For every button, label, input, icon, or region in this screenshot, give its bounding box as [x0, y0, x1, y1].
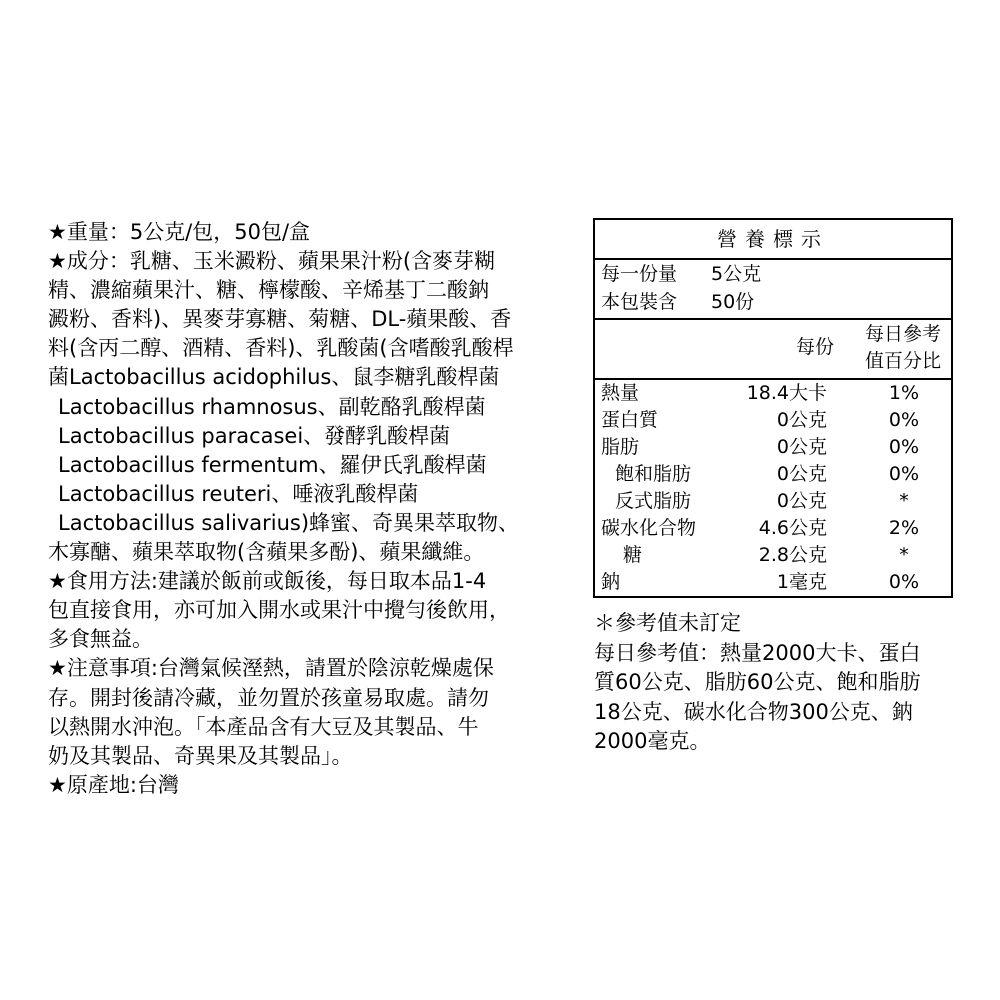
ingredients-line: Lactobacillus paracasei、發酵乳酸桿菌 — [58, 423, 451, 448]
nutrient-name: 糖 — [623, 544, 643, 566]
nutrient-value: 0公克 — [776, 463, 827, 485]
nutrient-name: 飽和脂肪 — [615, 463, 692, 485]
nutrient-dv: * — [899, 490, 909, 512]
nutrient-name: 脂肪 — [601, 436, 640, 458]
nutrient-value: 0公克 — [776, 409, 827, 431]
nutrient-dv: * — [899, 544, 909, 566]
servings-value: 50份 — [711, 291, 755, 313]
nutrient-row-calories — [595, 380, 951, 407]
ingredients-line: 菌Lactobacillus acidophilus、鼠李糖乳酸桿菌 — [48, 365, 500, 390]
nutrient-value: 0公克 — [776, 436, 827, 458]
weight-line: ★重量：5公克/包，50包/盒 — [48, 220, 311, 244]
nutrient-row-carbohydrate — [595, 515, 951, 542]
ingredients-line: 木寡醣、蘋果萃取物(含蘋果多酚)、蘋果纖維。 — [48, 540, 485, 565]
nutrient-value: 4.6公克 — [758, 517, 827, 539]
nutrient-dv: 2% — [888, 517, 920, 539]
nutrient-row-saturated-fat — [595, 461, 951, 488]
nutrient-dv: 1% — [888, 382, 920, 404]
ingredients-line: ★成分：乳糖、玉米澱粉、蘋果果汁粉(含麥芽糊 — [48, 249, 496, 274]
note-line: 18公克、碳水化合物300公克、鈉 — [594, 699, 913, 724]
ingredients-line: 料(含丙二醇、酒精、香料)、乳酸菌(含嗜酸乳酸桿 — [48, 336, 514, 361]
nutrient-value: 2.8公克 — [758, 544, 827, 566]
nutrient-row-trans-fat — [595, 488, 951, 515]
nutrient-row-protein — [595, 407, 951, 434]
origin-line: ★原產地:台灣 — [48, 772, 179, 797]
nutrient-name: 鈉 — [601, 571, 621, 593]
usage-line: 多食無益。 — [48, 627, 153, 652]
nutrient-row-sugar — [595, 542, 951, 569]
nutrient-dv: 0% — [888, 571, 920, 593]
nutrient-rows — [595, 380, 951, 596]
nutrient-value: 1毫克 — [776, 571, 827, 593]
caution-line: ★注意事項:台灣氣候溼熱，請置於陰涼乾燥處保 — [48, 656, 494, 681]
servings-label: 本包裝含 — [601, 291, 678, 313]
col-header-per-serving: 每份 — [795, 336, 834, 358]
nutrient-row-sodium — [595, 569, 951, 596]
ingredients-line: 澱粉、香料)、異麥芽寡糖、菊糖、DL-蘋果酸、香 — [48, 307, 512, 332]
serving-info — [601, 260, 941, 316]
nutrient-name: 熱量 — [601, 382, 640, 404]
nutrient-value: 18.4大卡 — [746, 382, 827, 404]
ingredients-line: Lactobacillus fermentum、羅伊氏乳酸桿菌 — [58, 452, 487, 477]
serving-size-label: 每一份量 — [601, 263, 678, 285]
note-line: 每日參考值：熱量2000大卡、蛋白 — [594, 640, 921, 665]
nutrition-title: 營養標示 — [595, 220, 951, 260]
nutrient-dv: 0% — [888, 436, 920, 458]
nutrition-notes — [594, 609, 984, 757]
note-line: 質60公克、脂肪60公克、飽和脂肪 — [594, 670, 921, 694]
divider — [595, 318, 951, 320]
ingredients-line: Lactobacillus salivarius)蜂蜜、奇異果萃取物、 — [58, 510, 520, 535]
note-line: 2000毫克。 — [594, 729, 711, 753]
nutrient-value: 0公克 — [776, 490, 827, 512]
caution-line: 奶及其製品、奇異果及其製品」。 — [48, 743, 353, 768]
nutrient-name: 碳水化合物 — [601, 517, 697, 539]
nutrient-name: 反式脂肪 — [615, 490, 692, 512]
nutrient-dv: 0% — [888, 463, 920, 485]
nutrient-row-fat — [595, 434, 951, 461]
serving-size-value: 5公克 — [711, 263, 762, 285]
caution-line: 存。開封後請冷藏，並勿置於孩童易取處。請勿 — [48, 685, 489, 710]
usage-line: 包直接食用，亦可加入開水或果汁中攪勻後飲用， — [48, 598, 510, 623]
ingredients-line: 精、濃縮蘋果汁、糖、檸檬酸、辛烯基丁二酸鈉 — [48, 278, 489, 303]
product-info — [48, 218, 576, 800]
col-header-daily-value: 每日參考 值百分比 — [864, 323, 941, 372]
ingredients-line: Lactobacillus reuteri、唾液乳酸桿菌 — [58, 481, 419, 506]
note-line: ＊參考值未訂定 — [594, 611, 741, 635]
caution-line: 以熱開水沖泡。「本產品含有大豆及其製品、牛 — [48, 714, 479, 739]
nutrient-dv: 0% — [888, 409, 920, 431]
nutrition-table — [593, 218, 953, 598]
usage-line: ★食用方法:建議於飯前或飯後，每日取本品1-4 — [48, 569, 487, 594]
ingredients-line: Lactobacillus rhamnosus、副乾酪乳酸桿菌 — [58, 394, 486, 419]
nutrient-name: 蛋白質 — [601, 409, 659, 431]
